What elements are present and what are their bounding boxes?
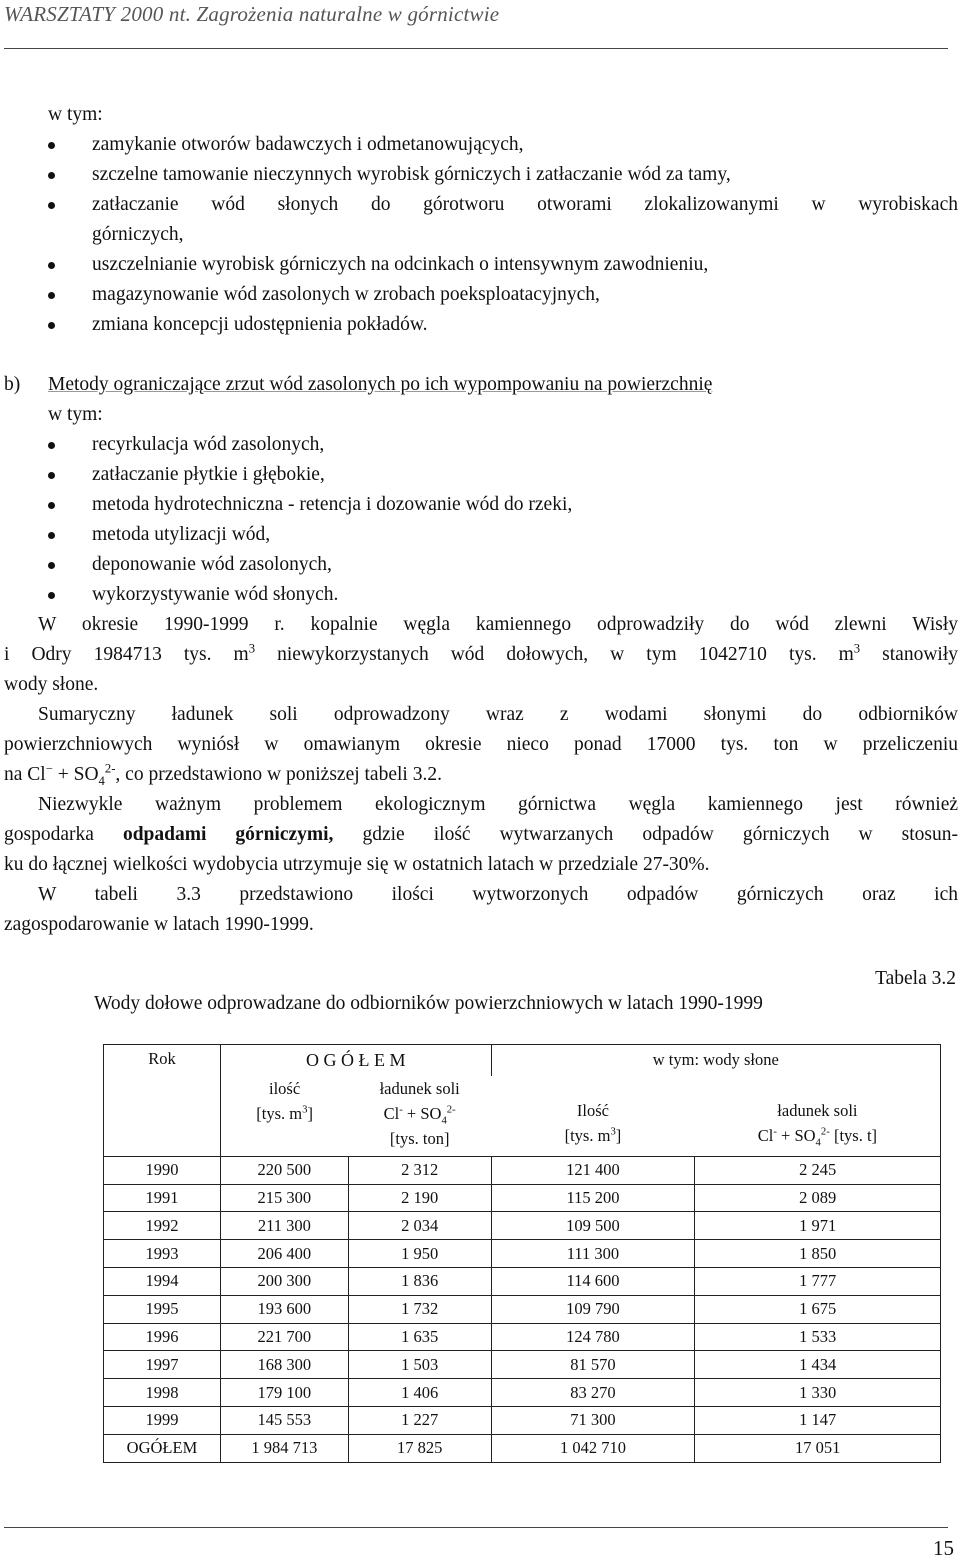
table-header-row xyxy=(104,1045,941,1076)
table-cell: 1 732 xyxy=(348,1295,491,1323)
table-cell: 211 300 xyxy=(220,1212,348,1240)
paragraph-2: Sumaryczny ładunek soli odprowadzony wraz z wodami słonymi do odbiorników powierzchniowych wyniósł w omawianym okresie nieco ponad 17000 tys. ton w przeliczeniu na $Cl^- + SO_4^{2-}$, co przedstawiono w poniższej tabeli 3.2. xyxy=(4,704,958,788)
list-item-continuation: górniczych, xyxy=(92,224,184,245)
table-cell: 1992 xyxy=(104,1212,221,1240)
section-marker: b) xyxy=(4,374,21,395)
list-item: uszczelnianie wyrobisk górniczych na odcinkach o intensywnym zawodnieniu, xyxy=(0,250,960,280)
table-cell: 168 300 xyxy=(220,1351,348,1379)
table-subheader-row xyxy=(104,1076,941,1157)
table-cell: 1 406 xyxy=(348,1379,491,1407)
table-cell: 17 051 xyxy=(695,1434,941,1462)
table-cell: 145 553 xyxy=(220,1406,348,1434)
table-cell: 1996 xyxy=(104,1323,221,1351)
table-row xyxy=(104,1434,941,1462)
section-a-intro xyxy=(0,100,960,130)
bullet-icon xyxy=(48,172,55,179)
table-cell: 1 042 710 xyxy=(491,1434,695,1462)
table-row xyxy=(104,1184,941,1212)
table-cell: 109 790 xyxy=(491,1295,695,1323)
section-b xyxy=(0,370,960,610)
table-cell: 109 500 xyxy=(491,1212,695,1240)
list-item: zatłaczanie wód słonych do górotworu otworami zlokalizowanymi w wyrobiskach xyxy=(0,190,960,220)
table-cell: 1 635 xyxy=(348,1323,491,1351)
table-cell: 2 245 xyxy=(695,1156,941,1184)
bullet-icon xyxy=(48,142,55,149)
table-cell: 206 400 xyxy=(220,1240,348,1268)
table-cell: 1 533 xyxy=(695,1323,941,1351)
table-cell: 1993 xyxy=(104,1240,221,1268)
table-cell: 111 300 xyxy=(491,1240,695,1268)
table-cell: OGÓŁEM xyxy=(104,1434,221,1462)
table-cell: 179 100 xyxy=(220,1379,348,1407)
table-cell: 1 227 xyxy=(348,1406,491,1434)
table-cell: 1 503 xyxy=(348,1351,491,1379)
bullet-icon xyxy=(48,472,55,479)
list-item: zamykanie otworów badawczych i odmetanowujących, xyxy=(0,130,960,160)
list-item: zmiana koncepcji udostępnienia pokładów. xyxy=(0,310,960,340)
table-body xyxy=(104,1156,941,1462)
bullet-icon xyxy=(48,292,55,299)
list-item: wykorzystywanie wód słonych. xyxy=(0,580,960,610)
table-cell: 221 700 xyxy=(220,1323,348,1351)
table-cell: 2 089 xyxy=(695,1184,941,1212)
table-cell: 220 500 xyxy=(220,1156,348,1184)
table-cell: 1995 xyxy=(104,1295,221,1323)
section-b-intro: w tym: xyxy=(48,404,103,425)
table-cell: 215 300 xyxy=(220,1184,348,1212)
table-cell: 1999 xyxy=(104,1406,221,1434)
table-cell: 81 570 xyxy=(491,1351,695,1379)
table-cell: 114 600 xyxy=(491,1267,695,1295)
table-row xyxy=(104,1295,941,1323)
bullet-icon xyxy=(48,532,55,539)
table-cell: 1 950 xyxy=(348,1240,491,1268)
header-rok: Rok xyxy=(104,1045,221,1076)
bullet-icon xyxy=(48,502,55,509)
table-row xyxy=(104,1240,941,1268)
section-a xyxy=(0,100,960,340)
table-row xyxy=(104,1323,941,1351)
bullet-icon xyxy=(48,442,55,449)
paragraph-4: W tabeli 3.3 przedstawiono ilości wytworzonych odpadów górniczych oraz ich zagospodarowanie w latach 1990-1999. xyxy=(4,884,958,935)
table-cell: 2 312 xyxy=(348,1156,491,1184)
table-cell: 1 147 xyxy=(695,1406,941,1434)
table-cell: 2 190 xyxy=(348,1184,491,1212)
list-item: szczelne tamowanie nieczynnych wyrobisk górniczych i zatłaczanie wód za tamy, xyxy=(0,160,960,190)
data-table xyxy=(103,1044,941,1463)
list-item: deponowanie wód zasolonych, xyxy=(0,550,960,580)
list-item: metoda utylizacji wód, xyxy=(0,520,960,550)
table-cell: 1 434 xyxy=(695,1351,941,1379)
list-item: recyrkulacja wód zasolonych, xyxy=(0,430,960,460)
header-ogolem: O G Ó Ł E M xyxy=(220,1045,491,1076)
table-cell: 1998 xyxy=(104,1379,221,1407)
footer-divider xyxy=(4,1527,948,1528)
page-number: 15 xyxy=(933,1536,954,1560)
bullet-icon xyxy=(48,562,55,569)
table-cell: 71 300 xyxy=(491,1406,695,1434)
table-row xyxy=(104,1267,941,1295)
table-cell: 115 200 xyxy=(491,1184,695,1212)
table-cell: 83 270 xyxy=(491,1379,695,1407)
bullet-icon xyxy=(48,592,55,599)
table-caption: Wody dołowe odprowadzane do odbiorników powierzchniowych w latach 1990-1999 xyxy=(94,993,763,1014)
intro-text: w tym: xyxy=(48,104,103,125)
table-cell: 1 850 xyxy=(695,1240,941,1268)
table-row xyxy=(104,1406,941,1434)
header-wtym: w tym: wody słone xyxy=(491,1045,940,1076)
section-b-heading xyxy=(0,370,960,400)
table-cell: 1 675 xyxy=(695,1295,941,1323)
list-item: metoda hydrotechniczna - retencja i dozowanie wód do rzeki, xyxy=(0,490,960,520)
paragraph-3: Niezwykle ważnym problemem ekologicznym górnictwa węgla kamiennego jest również gospodarka odpadami górniczymi, gdzie ilość wytwarzanych odpadów górniczych w stosun- ku do łącznej wielkości wydobycia utrzymuje się w ostatnich latach w przedziale 27-30%. xyxy=(4,794,958,875)
header-ladunek-slone: ładunek soli $Cl^- + SO_4^{2-}$ [tys. t] xyxy=(695,1076,941,1157)
table-row xyxy=(104,1156,941,1184)
paragraph-1: W okresie 1990-1999 r. kopalnie węgla kamiennego odprowadziły do wód zlewni Wisły i Odry 1984713 tys. $m^3$ niewykorzystanych wód dołowych, w tym 1042710 tys. $m^3$ stanowiły wody słone. xyxy=(4,614,958,695)
table-row xyxy=(104,1379,941,1407)
table-label: Tabela 3.2 xyxy=(875,968,956,989)
table-cell: 1 330 xyxy=(695,1379,941,1407)
list-item: magazynowanie wód zasolonych w zrobach poeksploatacyjnych, xyxy=(0,280,960,310)
table-cell: 124 780 xyxy=(491,1323,695,1351)
table-cell: 1 836 xyxy=(348,1267,491,1295)
table-cell: 1997 xyxy=(104,1351,221,1379)
bullet-icon xyxy=(48,202,55,209)
header-divider xyxy=(4,48,948,49)
bold-term: odpadami górniczymi, xyxy=(122,824,334,845)
table-cell: 1990 xyxy=(104,1156,221,1184)
table-cell: 1991 xyxy=(104,1184,221,1212)
running-header: WARSZTATY 2000 nt. Zagrożenia naturalne w górnictwie xyxy=(4,2,500,26)
table-cell: 121 400 xyxy=(491,1156,695,1184)
table-row xyxy=(104,1212,941,1240)
table-cell: 1 984 713 xyxy=(220,1434,348,1462)
list-item: zatłaczanie płytkie i głębokie, xyxy=(0,460,960,490)
bullet-icon xyxy=(48,262,55,269)
table-cell: 193 600 xyxy=(220,1295,348,1323)
table-cell: 200 300 xyxy=(220,1267,348,1295)
table-cell: 1 777 xyxy=(695,1267,941,1295)
header-ladunek: ładunek soli $Cl^- + SO_4^{2-}$ [tys. ton] xyxy=(348,1076,491,1157)
table-cell: 1 971 xyxy=(695,1212,941,1240)
table-cell: 2 034 xyxy=(348,1212,491,1240)
header-ilosc-slone: Ilość [tys. $m^3$] xyxy=(491,1076,695,1157)
section-heading: Metody ograniczające zrzut wód zasolonych po ich wypompowaniu na powierzchnię xyxy=(48,374,713,395)
header-ilosc: ilość [tys. $m^3$] xyxy=(220,1076,348,1157)
table-row xyxy=(104,1351,941,1379)
table-cell: 17 825 xyxy=(348,1434,491,1462)
table-cell: 1994 xyxy=(104,1267,221,1295)
bullet-icon xyxy=(48,322,55,329)
